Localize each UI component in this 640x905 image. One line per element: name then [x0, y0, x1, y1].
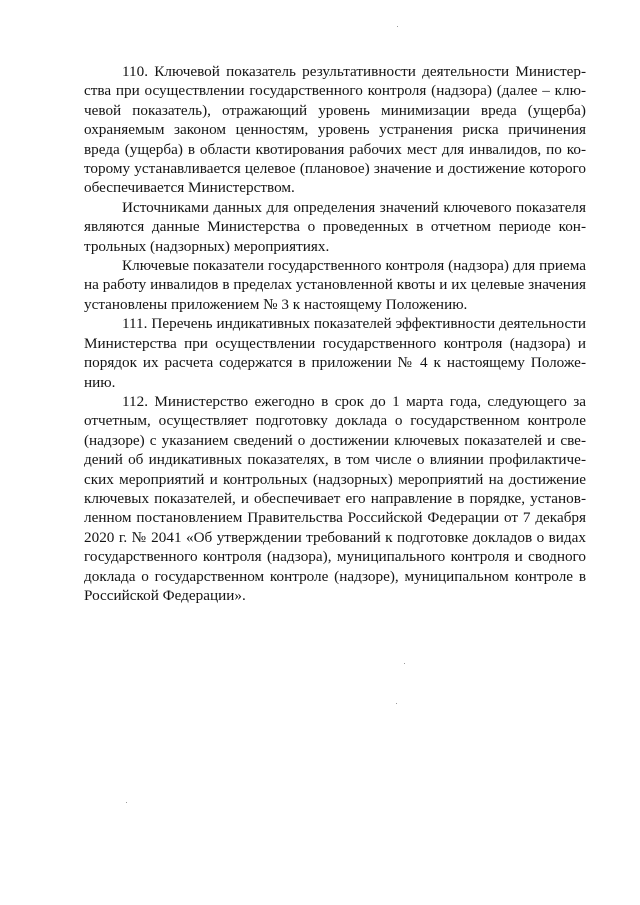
paragraph-110: 110. Ключевой показатель результативности деятельности Министерства при осуществлении государственного контроля (надзора) (далее – ключевой показатель), отражающий уровень минимизации вреда (ущерба) охраняемым законом ценностям, уровень устранения риска причинения вреда (ущерба) в области квотирования рабочих мест для инвалидов, по которому устанавливается целевое (плановое) значение и достижение которого обеспечивается Министерством. [84, 63, 586, 197]
scan-speck [126, 802, 127, 803]
paragraph-112: 112. Министерство ежегодно в срок до 1 марта года, следующего за отчетным, осуществляет подготовку доклада о государственном контроле (надзоре) с указанием сведений о достижении ключевых показателей и сведений об индикативных показателях, в том числе о влиянии профилактических мероприятий и контрольных (надзорных) мероприятий на достижение ключевых показателей, и обеспечивает его направление в порядке, установленном постановлением Правительства Российской Федерации от 7 декабря 2020 г. № 2041 «Об утверждении требований к подготовке докладов о видах государственного контроля (надзора), муниципального контроля и сводного доклада о государственном контроле (надзоре), муниципальном контроле в Российской Федерации». [84, 392, 586, 604]
paragraph-111: 111. Перечень индикативных показателей эффективности деятельности Министерства при осуществлении государственного контроля (надзора) и порядок их расчета содержатся в приложении № 4 к настоящему Положению. [84, 315, 586, 391]
document-page [84, 62, 586, 605]
scan-speck [396, 703, 397, 704]
scan-speck [404, 663, 405, 664]
paragraph-data-sources: Источниками данных для определения значений ключевого показателя являются данные Министерства о проведенных в отчетном периоде контрольных (надзорных) мероприятиях. [84, 198, 586, 255]
paragraph-key-indicators: Ключевые показатели государственного контроля (надзора) для приема на работу инвалидов в пределах установленной квоты и их целевые значения установлены приложением № 3 к настоящему Положению. [84, 257, 586, 313]
scan-speck [397, 26, 398, 27]
